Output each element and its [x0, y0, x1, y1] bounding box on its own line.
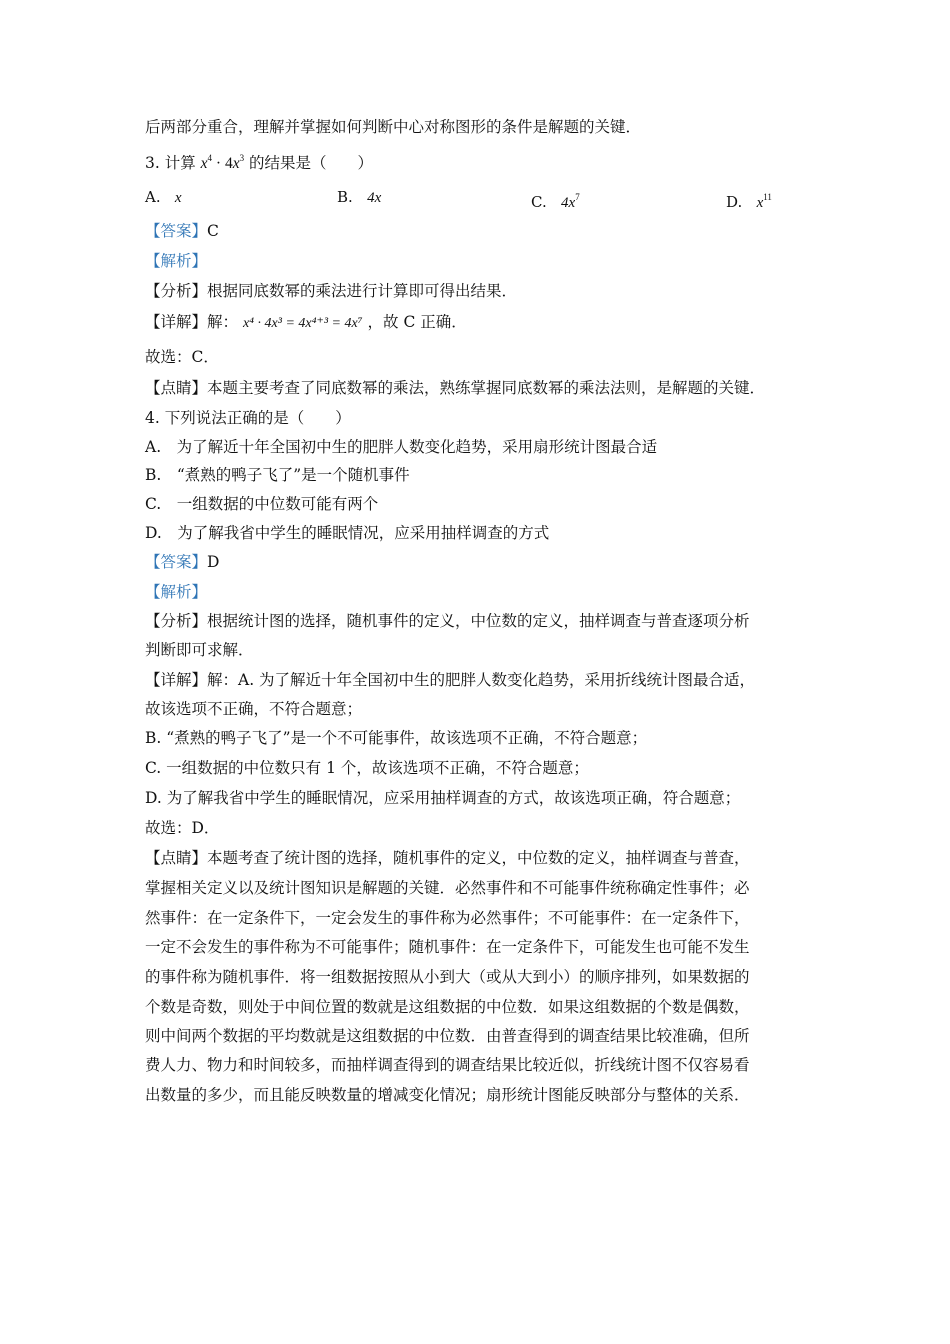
q3-exp2: 3: [239, 153, 245, 163]
q3-option-a: [145, 187, 182, 208]
q3-xiangjie: [145, 312, 467, 334]
q3-answer-tag: 【答案】: [145, 222, 208, 240]
q3-stem-math: [201, 155, 244, 172]
q3-option-c-letter: C.: [531, 193, 547, 211]
q3-base1: x: [200, 155, 208, 172]
q3-xiangjie-expr: x⁴ · 4x³ = 4x⁴⁺³ = 4x⁷: [242, 316, 363, 331]
q3-option-c-value: 4x: [561, 195, 576, 211]
q3-guxuan: 故选：C．: [145, 348, 219, 366]
q4-option-a: A. 为了解近十年全国初中生的肥胖人数变化趋势，采用扇形统计图最合适: [145, 438, 658, 456]
q4-answer-value: D: [207, 553, 220, 571]
q3-option-c: [531, 187, 580, 213]
q3-fenxi: 【分析】根据同底数幂的乘法进行计算即可得出结果．: [145, 282, 518, 300]
q3-option-d-exp: 11: [763, 192, 772, 202]
q3-base2: x: [232, 155, 240, 172]
q4-xiangjie-line: C. 一组数据的中位数只有 1 个，故该选项不正确，不符合题意；: [145, 759, 589, 777]
q4-dianjing-line: 掌握相关定义以及统计图知识是解题的关键．必然事件和不可能事件统称确定性事件；必: [145, 879, 750, 897]
q3-xiangjie-suffix: ，故 C 正确．: [367, 313, 467, 331]
q4-fenxi-line: 判断即可求解．: [145, 641, 254, 659]
q4-stem: 4. 下列说法正确的是（ ）: [145, 409, 351, 427]
q4-dianjing-line: 然事件：在一定条件下，一定会发生的事件称为必然事件；不可能事件：在一定条件下，: [145, 909, 750, 927]
q3-answer-value: C: [207, 222, 219, 240]
q4-dianjing-line: 费人力、物力和时间较多，而抽样调查得到的调查结果比较近似，折线统计图不仅容易看: [145, 1056, 750, 1074]
q4-dianjing-line: 则中间两个数据的平均数就是这组数据的中位数．由普查得到的调查结果比较准确，但所: [145, 1027, 750, 1045]
q3-option-c-exp: 7: [575, 192, 580, 202]
q4-dianjing-line: 的事件称为随机事件．将一组数据按照从小到大（或从大到小）的顺序排列，如果数据的: [145, 968, 750, 986]
q4-xiangjie-line: D. 为了解我省中学生的睡眠情况，应采用抽样调查的方式，故该选项正确，符合题意；: [145, 789, 741, 807]
q4-option-d: D. 为了解我省中学生的睡眠情况，应采用抽样调查的方式: [145, 524, 550, 542]
q4-fenxi-line: 【分析】根据统计图的选择，随机事件的定义，中位数的定义，抽样调查与普查逐项分析: [145, 612, 750, 630]
q3-option-d: [726, 187, 772, 213]
q4-dianjing-line: 出数量的多少，而且能反映数量的增减变化情况；扇形统计图能反映部分与整体的关系．: [145, 1086, 750, 1104]
q3-dianjing: 【点睛】本题主要考查了同底数幂的乘法，熟练掌握同底数幂的乘法法则，是解题的关键．: [145, 379, 766, 397]
q4-answer: [145, 552, 219, 572]
q4-xiangjie-line: B. “煮熟的鸭子飞了”是一个不可能事件，故该选项不正确，不符合题意；: [145, 729, 648, 747]
intro-line: 后两部分重合，理解并掌握如何判断中心对称图形的条件是解题的关键．: [145, 118, 642, 136]
q3-xiangjie-prefix: 【详解】解：: [145, 313, 239, 331]
q3-answer: [145, 221, 219, 241]
q3-stem: [145, 148, 373, 174]
q3-analysis-tag: 【解析】: [145, 252, 208, 270]
q4-xiangjie-line: 故选：D．: [145, 819, 220, 837]
q4-dianjing-line: 一定不会发生的事件称为不可能事件；随机事件：在一定条件下，可能发生也可能不发生: [145, 938, 750, 956]
q3-option-d-letter: D.: [726, 193, 743, 211]
q3-option-b-value: 4x: [367, 190, 382, 206]
q4-dianjing-line: 个数是奇数，则处于中间位置的数就是这组数据的中位数．如果这组数据的个数是偶数，: [145, 998, 750, 1016]
q4-xiangjie-line: 【详解】解：A. 为了解近十年全国初中生的肥胖人数变化趋势，采用折线统计图最合适，: [145, 671, 756, 689]
q4-answer-tag: 【答案】: [145, 553, 208, 571]
q3-exp1: 4: [207, 153, 213, 163]
q3-dot: · 4: [212, 155, 233, 172]
q4-analysis-tag: 【解析】: [145, 583, 208, 601]
q3-option-a-value: x: [174, 190, 182, 206]
q4-dianjing-line: 【点睛】本题考查了统计图的选择，随机事件的定义，中位数的定义，抽样调查与普查，: [145, 849, 750, 867]
q3-option-d-value: x: [756, 195, 764, 211]
q4-option-c: C. 一组数据的中位数可能有两个: [145, 495, 379, 513]
q3-option-b: [337, 187, 381, 208]
q3-stem-suffix: 的结果是（ ）: [249, 154, 374, 172]
q4-xiangjie-line: 故该选项不正确，不符合题意；: [145, 700, 363, 718]
q3-option-b-letter: B.: [337, 188, 353, 206]
q3-stem-prefix: 3. 计算: [145, 154, 196, 172]
q4-option-b: B. “煮熟的鸭子飞了”是一个随机事件: [145, 466, 410, 484]
q3-option-a-letter: A.: [145, 188, 161, 206]
